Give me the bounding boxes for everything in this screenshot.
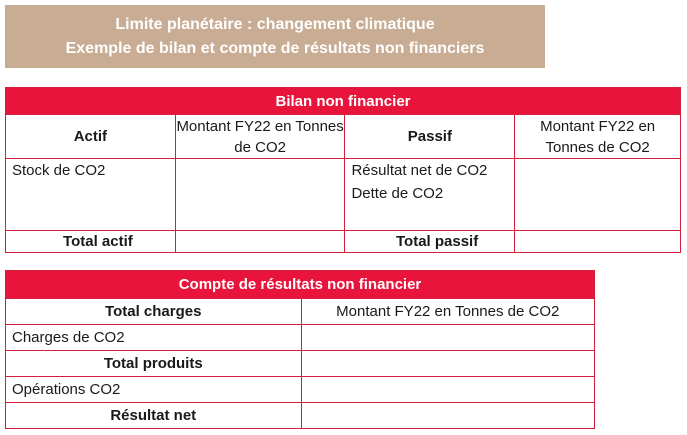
total-actif-label: Total actif — [6, 231, 176, 253]
col-montant-passif: Montant FY22 en Tonnes de CO2 — [515, 115, 681, 159]
total-passif-value — [515, 231, 681, 253]
bilan-header: Bilan non financier — [6, 88, 681, 115]
actif-item: Stock de CO2 — [12, 162, 106, 179]
total-charges-label: Total charges — [6, 299, 302, 325]
col-montant-compte: Montant FY22 en Tonnes de CO2 — [301, 299, 594, 325]
total-produits-value — [301, 351, 594, 377]
total-produits-label: Total produits — [6, 351, 302, 377]
col-montant-actif: Montant FY22 en Tonnes de CO2 — [175, 115, 345, 159]
resultat-net-value — [301, 403, 594, 429]
charges-item: Charges de CO2 — [6, 325, 302, 351]
total-actif-value — [175, 231, 345, 253]
compte-table — [5, 270, 595, 429]
col-actif: Actif — [6, 115, 176, 159]
passif-value-cell — [515, 159, 681, 231]
col-passif: Passif — [345, 115, 515, 159]
passif-items-cell — [345, 159, 515, 231]
title-line-1: Limite planétaire : changement climatique — [115, 15, 435, 33]
actif-value-cell — [175, 159, 345, 231]
bilan-table — [5, 87, 681, 253]
passif-item: Dette de CO2 — [351, 185, 444, 202]
produits-item: Opérations CO2 — [6, 377, 302, 403]
actif-items-cell — [6, 159, 176, 231]
passif-item: Résultat net de CO2 — [351, 162, 488, 179]
produits-value — [301, 377, 594, 403]
resultat-net-label: Résultat net — [6, 403, 302, 429]
total-passif-label: Total passif — [345, 231, 515, 253]
title-line-2: Exemple de bilan et compte de résultats non financiers — [65, 39, 485, 57]
page-title-banner — [5, 5, 545, 68]
charges-value — [301, 325, 594, 351]
compte-header: Compte de résultats non financier — [6, 271, 595, 299]
